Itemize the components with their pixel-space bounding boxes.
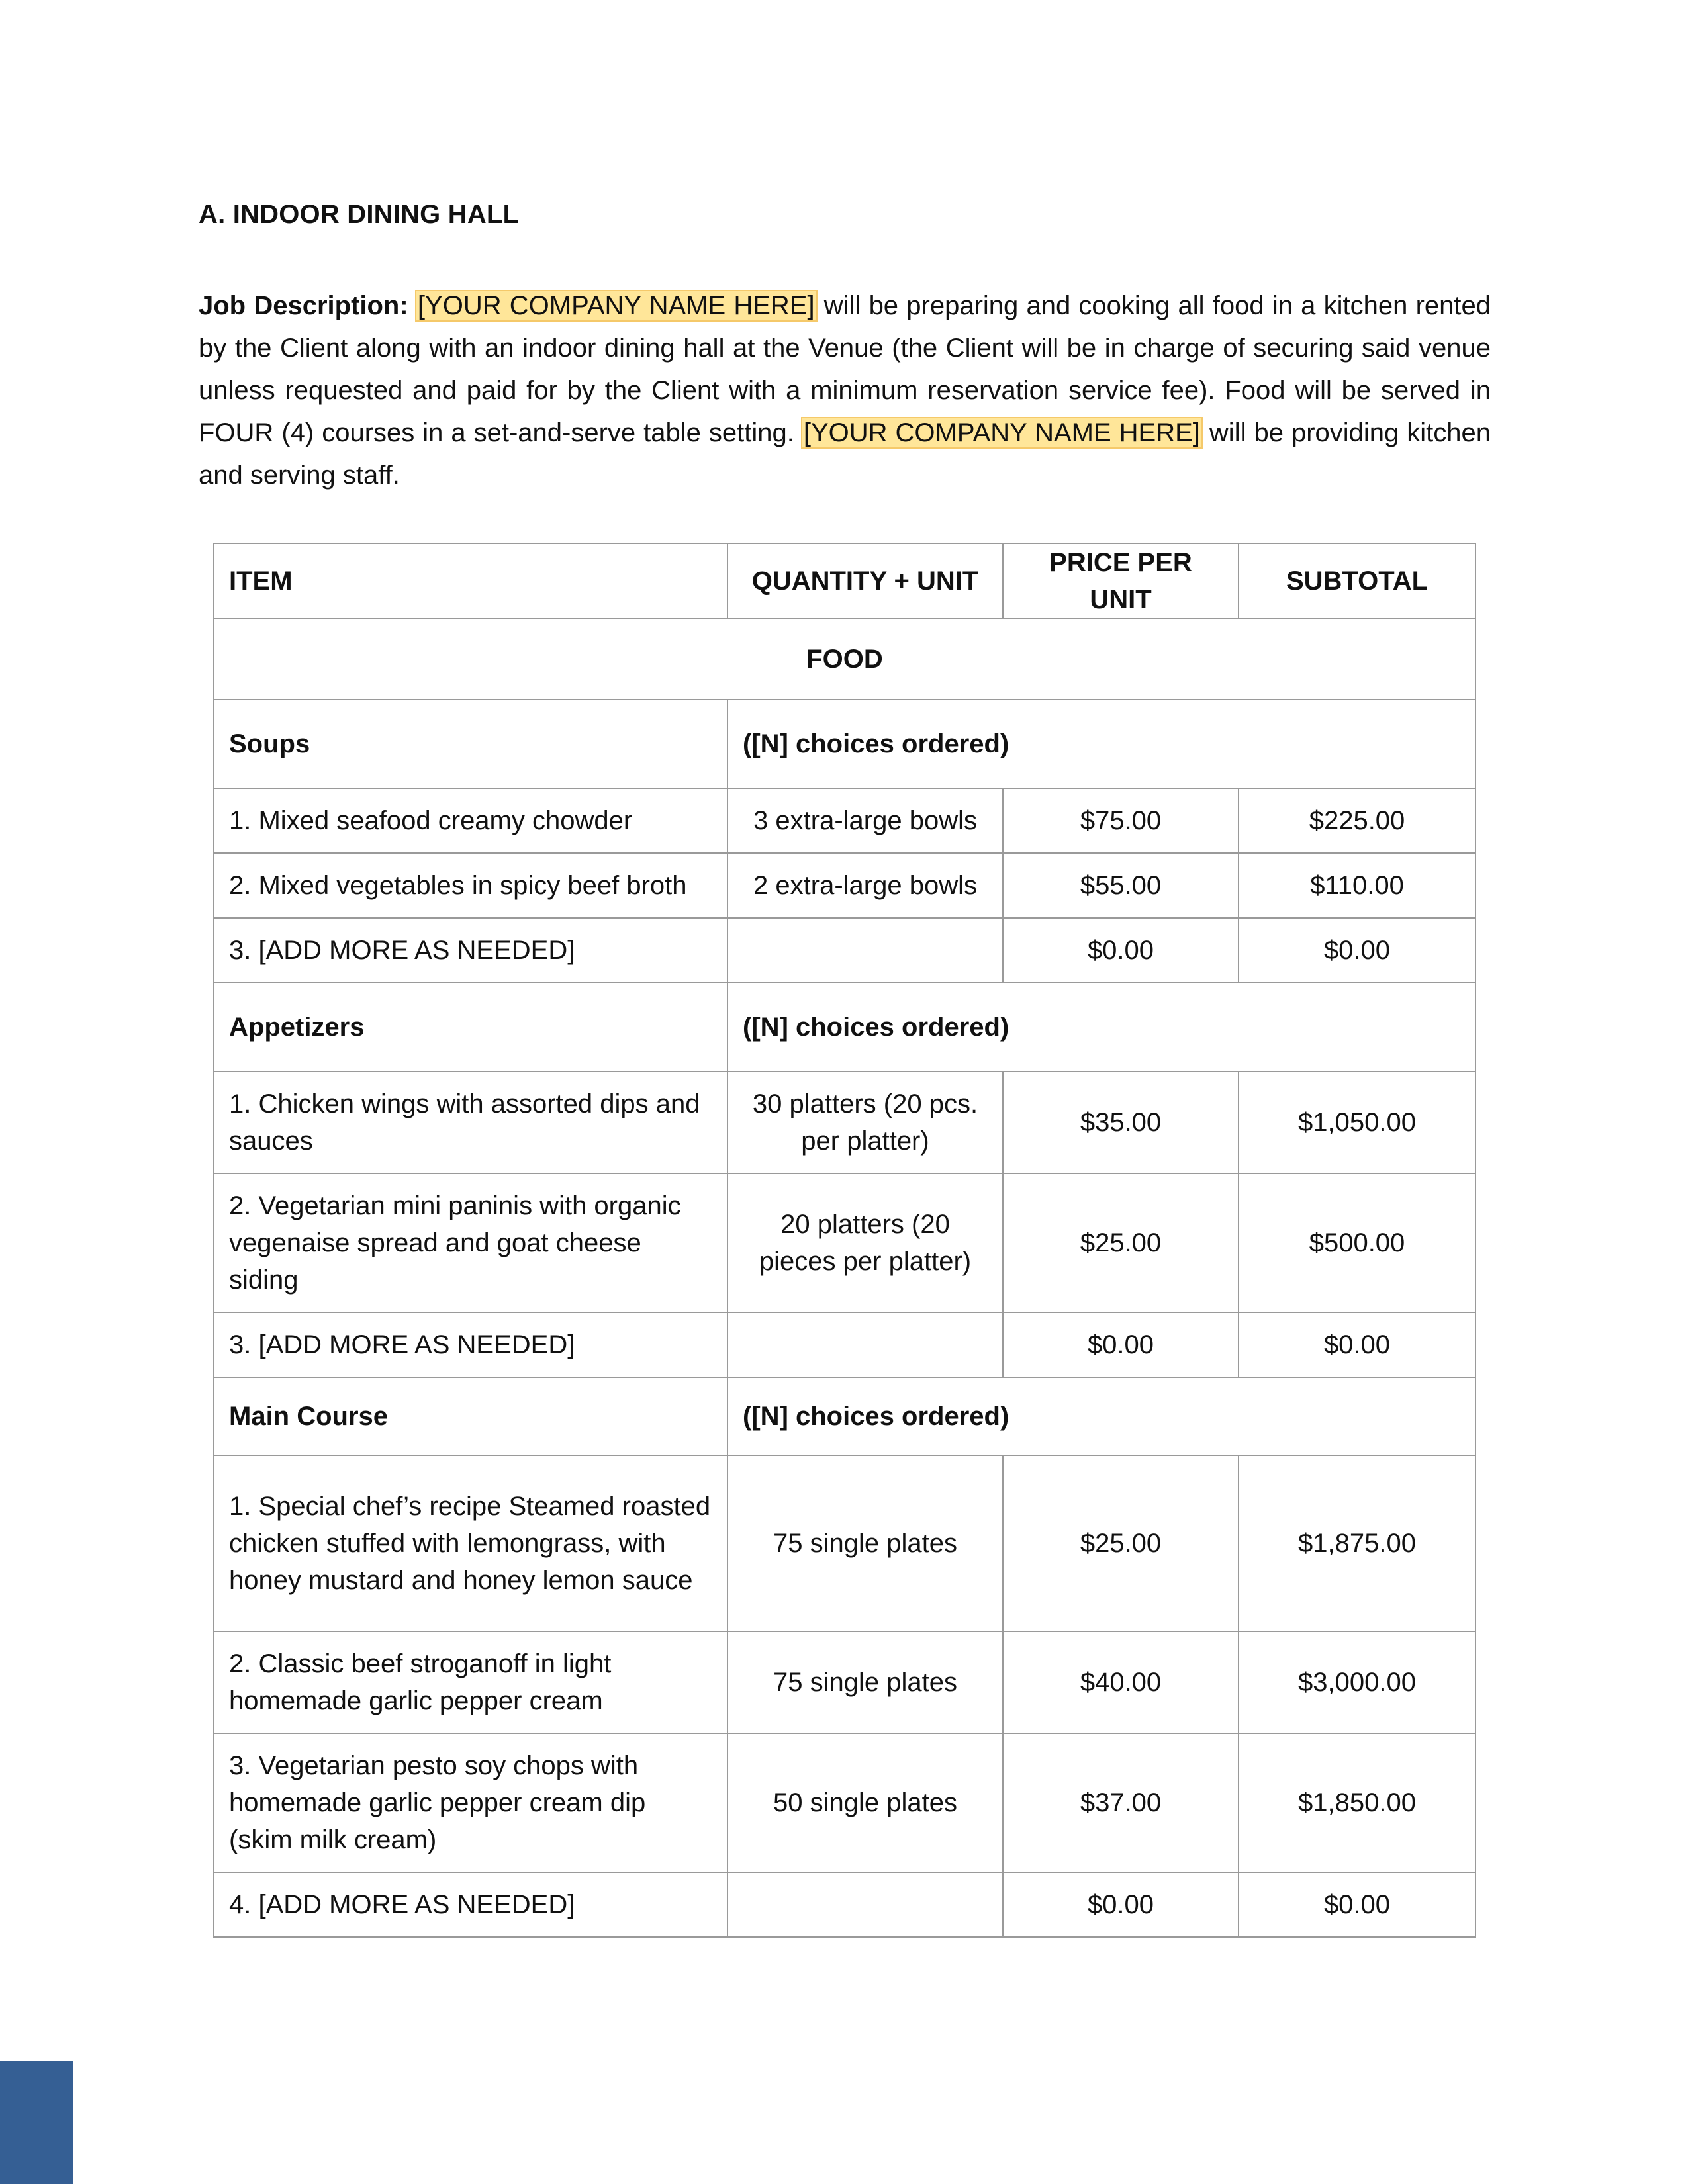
- subtotal-cell: $1,875.00: [1239, 1455, 1476, 1631]
- job-description-text: will be preparing and cooking all food in a kitchen rented by the Client along with an indoor dining hall at the Venue (the Client will be in charge of securing said venue unless requested and paid for by the Client with a minimum reservation service fee). Food will be served in FOUR (4) courses in a set-and-serve table setting.: [199, 291, 1491, 447]
- subtotal-cell: $3,000.00: [1239, 1631, 1476, 1733]
- price-cell: $40.00: [1003, 1631, 1239, 1733]
- table-row: [214, 1455, 1476, 1631]
- table-row: [214, 788, 1476, 853]
- quantity-cell: 75 single plates: [727, 1631, 1003, 1733]
- pricing-table: [213, 543, 1476, 1938]
- price-cell: $0.00: [1003, 1872, 1239, 1937]
- price-cell: $75.00: [1003, 788, 1239, 853]
- category-row: [214, 700, 1476, 788]
- item-cell: 1. Mixed seafood creamy chowder: [214, 788, 727, 853]
- price-cell: $35.00: [1003, 1071, 1239, 1173]
- quantity-cell: [727, 1872, 1003, 1937]
- table-header-row: [214, 543, 1476, 619]
- category-name: Main Course: [214, 1377, 727, 1455]
- table-row: [214, 1631, 1476, 1733]
- table-row: [214, 1071, 1476, 1173]
- category-note: ([N] choices ordered): [727, 1377, 1476, 1455]
- header-subtotal: SUBTOTAL: [1239, 543, 1476, 619]
- table-row: [214, 1733, 1476, 1872]
- quantity-cell: [727, 1312, 1003, 1377]
- decorative-corner-bar: [0, 2061, 73, 2184]
- price-cell: $37.00: [1003, 1733, 1239, 1872]
- quantity-cell: 75 single plates: [727, 1455, 1003, 1631]
- table-row: [214, 918, 1476, 983]
- item-cell: 1. Special chef’s recipe Steamed roasted chicken stuffed with lemongrass, with honey mustard and honey lemon sauce: [214, 1455, 727, 1631]
- price-cell: $25.00: [1003, 1173, 1239, 1312]
- price-cell: $55.00: [1003, 853, 1239, 918]
- category-row: [214, 1377, 1476, 1455]
- category-note: ([N] choices ordered): [727, 700, 1476, 788]
- item-cell: 3. Vegetarian pesto soy chops with homemade garlic pepper cream dip (skim milk cream): [214, 1733, 727, 1872]
- price-cell: $25.00: [1003, 1455, 1239, 1631]
- quantity-cell: 30 platters (20 pcs. per platter): [727, 1071, 1003, 1173]
- category-name: Soups: [214, 700, 727, 788]
- food-section-label: FOOD: [214, 619, 1476, 700]
- category-note: ([N] choices ordered): [727, 983, 1476, 1071]
- job-description-label: Job Description:: [199, 291, 408, 320]
- subtotal-cell: $110.00: [1239, 853, 1476, 918]
- quantity-cell: 20 platters (20 pieces per platter): [727, 1173, 1003, 1312]
- subtotal-cell: $0.00: [1239, 1312, 1476, 1377]
- item-cell: 1. Chicken wings with assorted dips and sauces: [214, 1071, 727, 1173]
- item-cell: 4. [ADD MORE AS NEEDED]: [214, 1872, 727, 1937]
- subtotal-cell: $0.00: [1239, 1872, 1476, 1937]
- food-section-row: [214, 619, 1476, 700]
- quantity-cell: 2 extra-large bowls: [727, 853, 1003, 918]
- subtotal-cell: $225.00: [1239, 788, 1476, 853]
- item-cell: 3. [ADD MORE AS NEEDED]: [214, 918, 727, 983]
- item-cell: 2. Mixed vegetables in spicy beef broth: [214, 853, 727, 918]
- header-price: PRICE PER UNIT: [1003, 543, 1239, 619]
- subtotal-cell: $0.00: [1239, 918, 1476, 983]
- item-cell: 3. [ADD MORE AS NEEDED]: [214, 1312, 727, 1377]
- item-cell: 2. Classic beef stroganoff in light homemade garlic pepper cream: [214, 1631, 727, 1733]
- price-cell: $0.00: [1003, 1312, 1239, 1377]
- section-title: A. INDOOR DINING HALL: [199, 200, 520, 229]
- quantity-cell: 3 extra-large bowls: [727, 788, 1003, 853]
- table-row: [214, 853, 1476, 918]
- table-row: [214, 1312, 1476, 1377]
- item-cell: 2. Vegetarian mini paninis with organic vegenaise spread and goat cheese siding: [214, 1173, 727, 1312]
- subtotal-cell: $1,050.00: [1239, 1071, 1476, 1173]
- category-row: [214, 983, 1476, 1071]
- job-description-text: will be providing kitchen and serving staff.: [199, 418, 1491, 490]
- table-row: [214, 1872, 1476, 1937]
- quantity-cell: [727, 918, 1003, 983]
- subtotal-cell: $500.00: [1239, 1173, 1476, 1312]
- subtotal-cell: $1,850.00: [1239, 1733, 1476, 1872]
- company-name-placeholder[interactable]: [YOUR COMPANY NAME HERE]: [803, 418, 1200, 447]
- price-cell: $0.00: [1003, 918, 1239, 983]
- header-item: ITEM: [214, 543, 727, 619]
- company-name-placeholder[interactable]: [YOUR COMPANY NAME HERE]: [417, 291, 815, 320]
- header-quantity: QUANTITY + UNIT: [727, 543, 1003, 619]
- job-description: [199, 285, 1491, 496]
- quantity-cell: 50 single plates: [727, 1733, 1003, 1872]
- table-row: [214, 1173, 1476, 1312]
- category-name: Appetizers: [214, 983, 727, 1071]
